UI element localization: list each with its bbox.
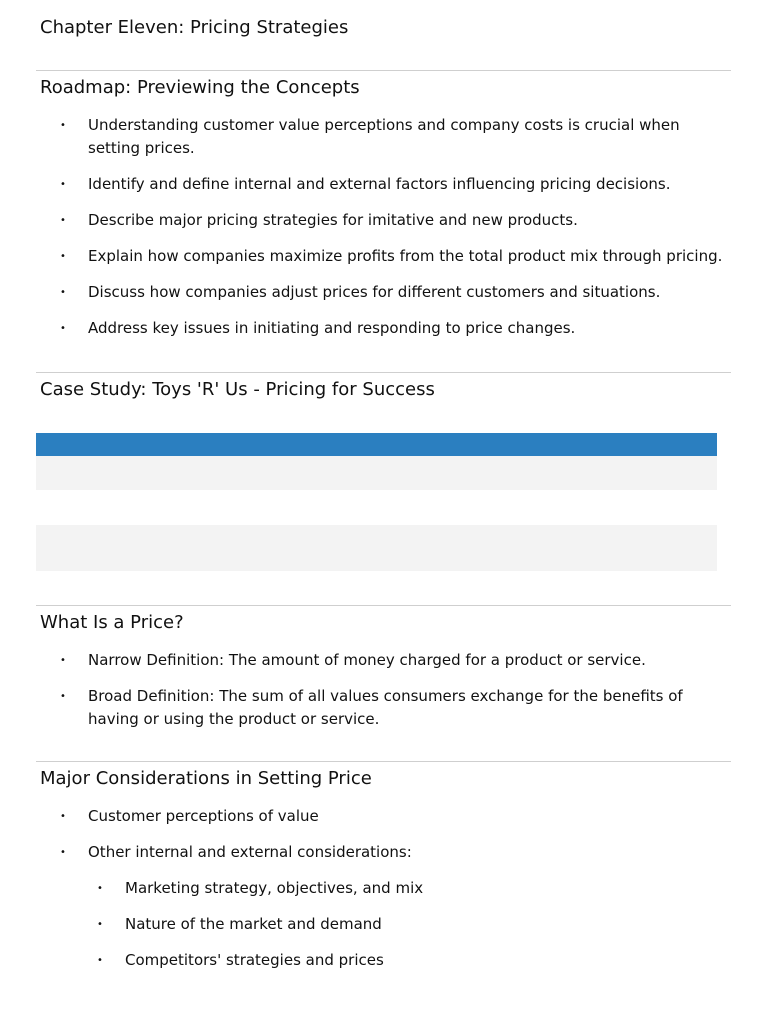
list-item xyxy=(0,913,725,936)
list-item-text: Competitors' strategies and prices xyxy=(125,951,384,969)
list-item xyxy=(0,317,728,340)
table-header xyxy=(36,433,717,456)
major-considerations-list xyxy=(0,805,728,985)
list-item xyxy=(0,281,728,304)
case-study-heading: Case Study: Toys 'R' Us - Pricing for Success xyxy=(40,379,435,400)
list-item-text: Broad Definition: The sum of all values consumers exchange for the benefits of having or using the product or service. xyxy=(88,687,683,728)
list-item xyxy=(0,245,728,268)
bullet-icon: • xyxy=(60,287,66,298)
section-divider xyxy=(36,372,731,373)
bullet-icon: • xyxy=(97,955,103,966)
bullet-icon: • xyxy=(60,120,66,131)
major-considerations-heading: Major Considerations in Setting Price xyxy=(40,768,372,789)
bullet-icon: • xyxy=(97,919,103,930)
list-item xyxy=(0,114,728,160)
list-item-text: Address key issues in initiating and responding to price changes. xyxy=(88,319,576,337)
roadmap-list xyxy=(0,114,728,353)
roadmap-heading: Roadmap: Previewing the Concepts xyxy=(40,77,360,98)
section-divider xyxy=(36,605,731,606)
list-item xyxy=(0,805,728,828)
list-item-text: Marketing strategy, objectives, and mix xyxy=(125,879,424,897)
bullet-icon: • xyxy=(60,691,66,702)
list-item-text: Identify and define internal and external factors influencing pricing decisions. xyxy=(88,175,671,193)
bullet-icon: • xyxy=(60,215,66,226)
bullet-icon: • xyxy=(60,655,66,666)
what-is-price-heading: What Is a Price? xyxy=(40,612,184,633)
list-item xyxy=(0,173,728,196)
bullet-icon: • xyxy=(60,179,66,190)
bullet-icon: • xyxy=(97,883,103,894)
what-is-price-list xyxy=(0,649,728,744)
list-item xyxy=(0,841,728,864)
list-item-text: Discuss how companies adjust prices for different customers and situations. xyxy=(88,283,661,301)
bullet-icon: • xyxy=(60,811,66,822)
list-item-text: Other internal and external considerations: xyxy=(88,843,412,861)
list-item xyxy=(0,949,725,972)
section-divider xyxy=(36,70,731,71)
list-item-text: Customer perceptions of value xyxy=(88,807,319,825)
bullet-icon: • xyxy=(60,251,66,262)
bullet-icon: • xyxy=(60,323,66,334)
list-item-text: Nature of the market and demand xyxy=(125,915,382,933)
table-row xyxy=(36,490,717,525)
list-item xyxy=(0,685,728,731)
list-item xyxy=(0,209,728,232)
section-divider xyxy=(36,761,731,762)
list-item-text: Describe major pricing strategies for imitative and new products. xyxy=(88,211,578,229)
list-item-text: Narrow Definition: The amount of money charged for a product or service. xyxy=(88,651,646,669)
list-item xyxy=(0,877,725,900)
bullet-icon: • xyxy=(60,847,66,858)
table-row xyxy=(36,456,717,490)
list-item-text: Explain how companies maximize profits from the total product mix through pricing. xyxy=(88,247,723,265)
case-study-table xyxy=(36,433,717,571)
list-item-text: Understanding customer value perceptions and company costs is crucial when setting prices. xyxy=(88,116,680,157)
table-row xyxy=(36,525,717,571)
chapter-title: Chapter Eleven: Pricing Strategies xyxy=(40,17,349,38)
list-item xyxy=(0,649,728,672)
